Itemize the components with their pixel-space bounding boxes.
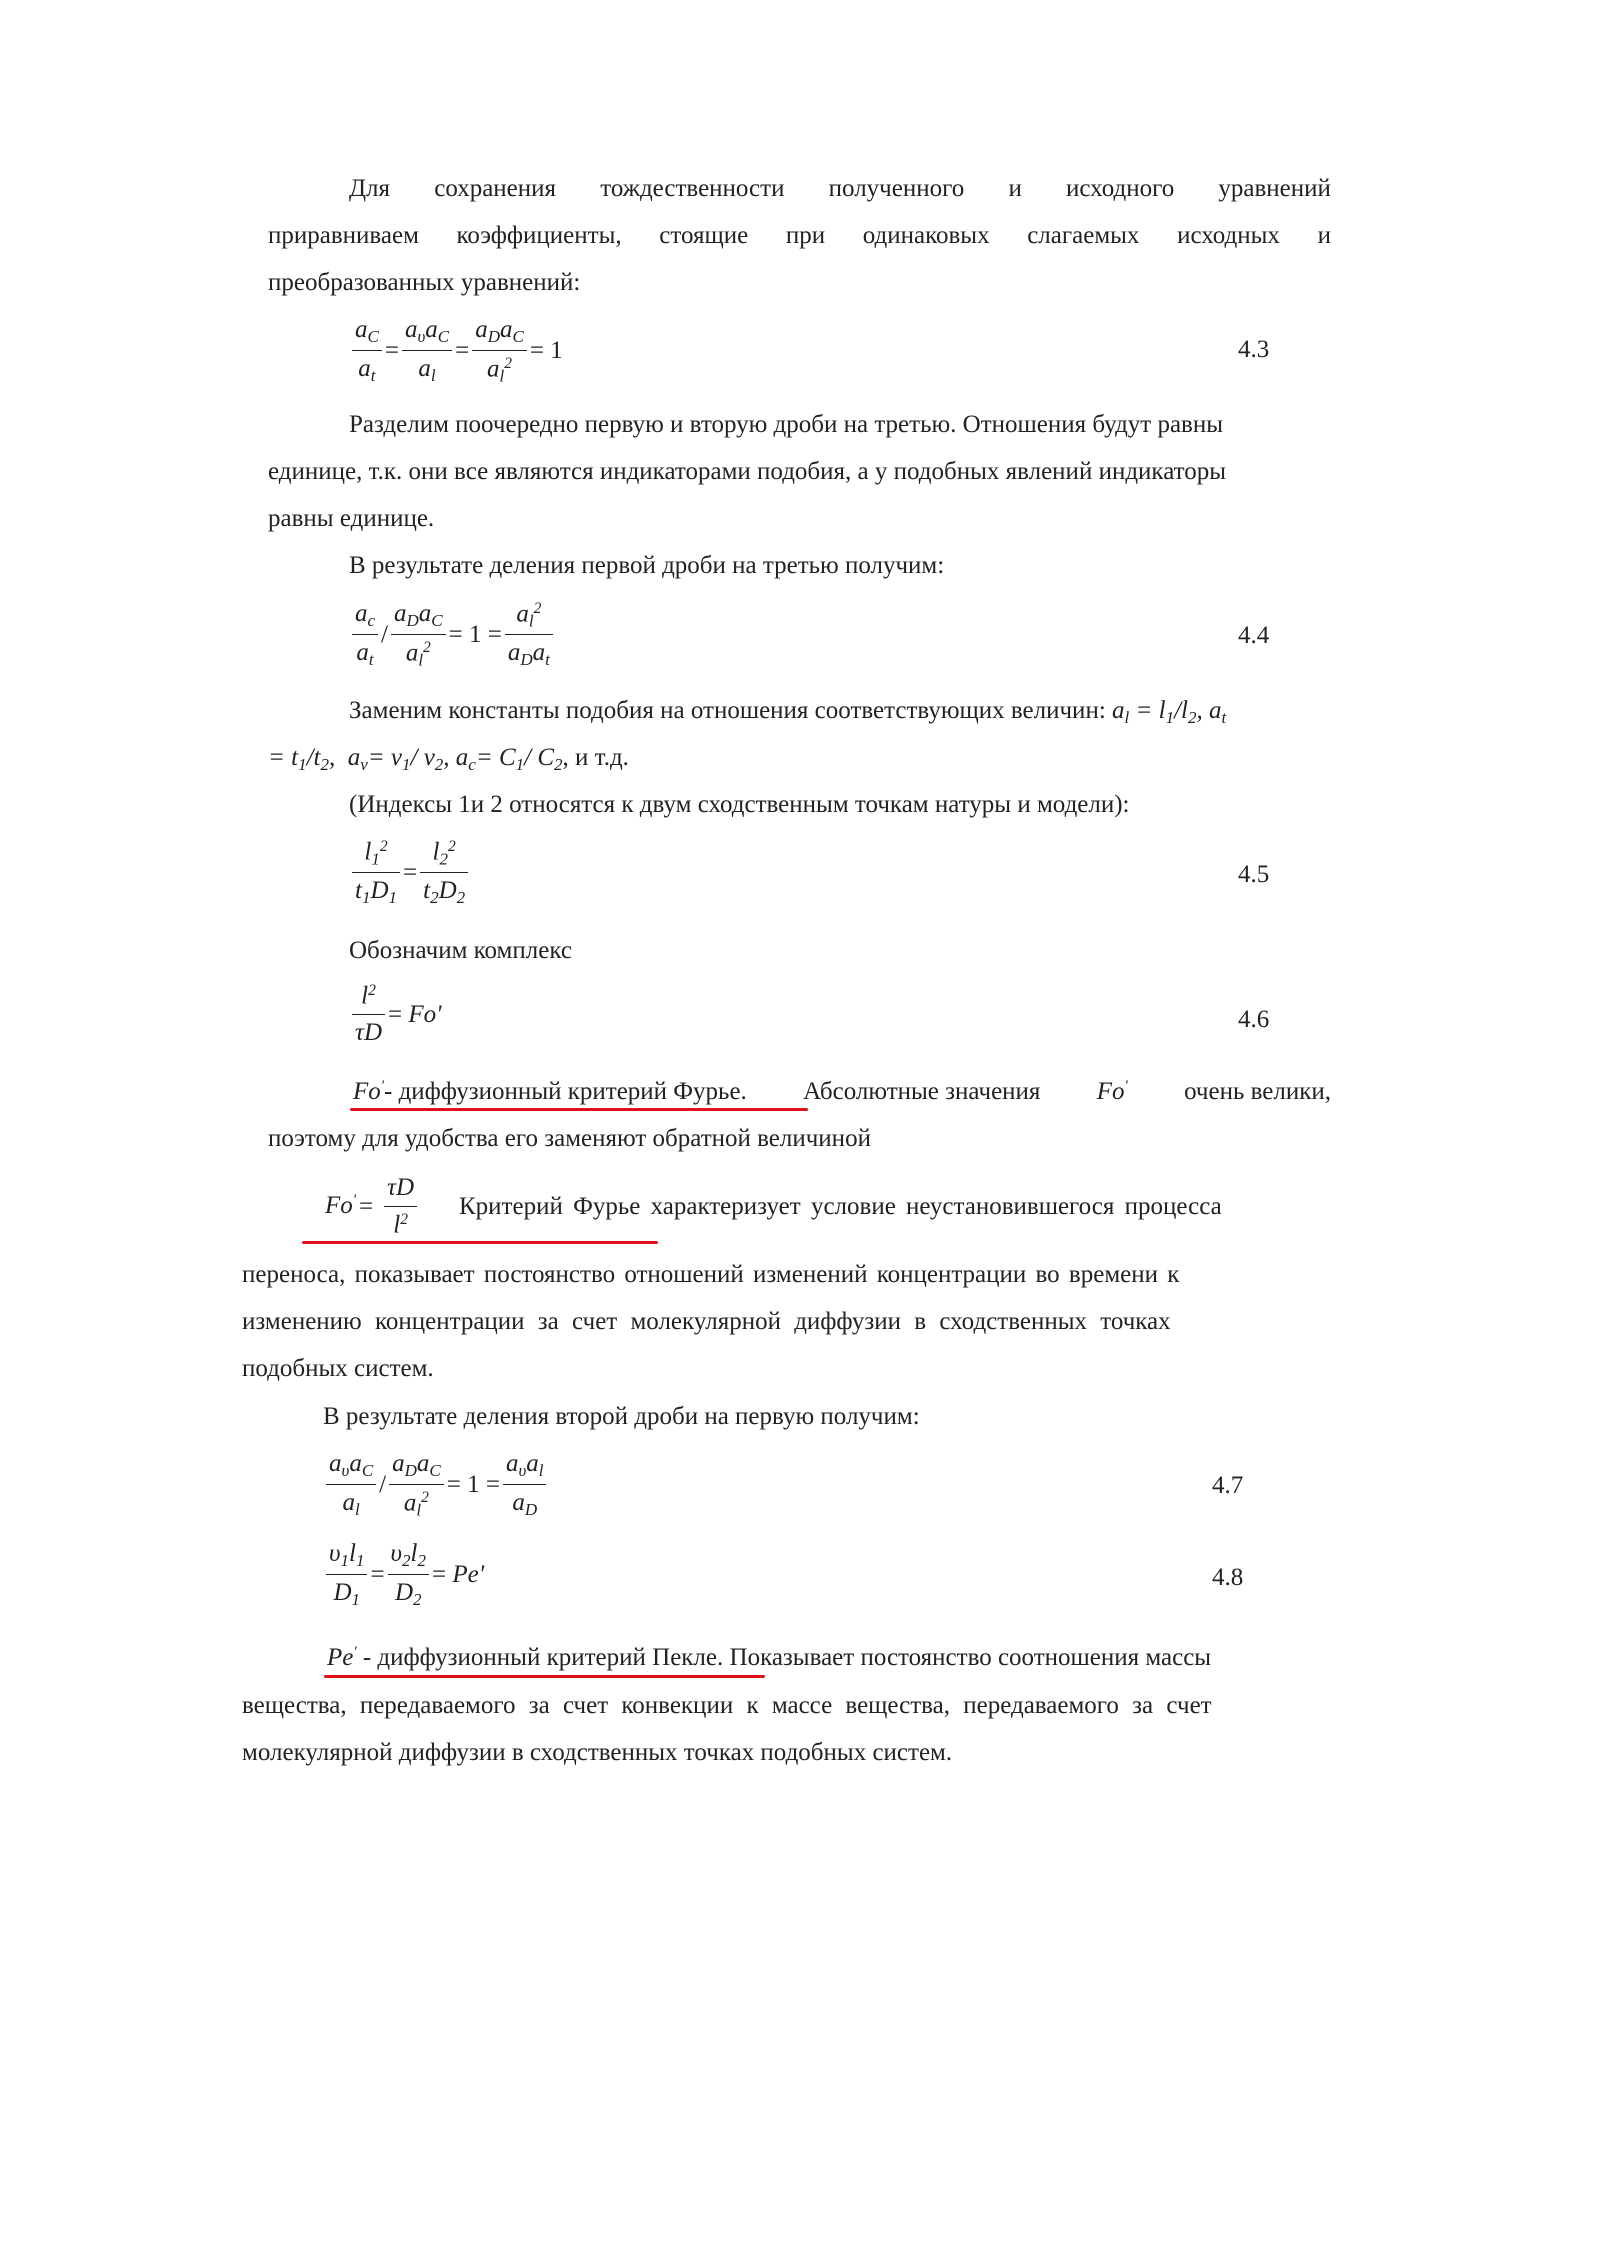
equation-4-8: $\frac{\upsilon_1l_1}{D_1}$ = $\frac{\upsilon_2l_2}{D_2}$ = Pe' [326,1540,487,1609]
p7-line2: поэтому для удобства его заменяют обратной величиной [268,1125,871,1152]
p8-line4: подобных систем. [242,1355,434,1382]
fourier-term: Fo [353,1078,381,1105]
p1-line2: приравниваем коэффициенты, стоящие при одинаковых слагаемых исходных и [268,222,1331,249]
fourier-definition-underline [350,1108,808,1111]
p4-line2: = $t_1/t_2$, $a_v= v_1/$ $v_2$, $a_c= C_1/$ $C_2$, и т.д. [268,744,629,775]
peclet-definition-underline [324,1675,765,1678]
equation-number-4-3: 4.3 [1238,336,1270,363]
p1-line1: Для сохранения тождественности полученного и исходного уравнений [349,175,1331,202]
p10-line2: вещества, передаваемого за счет конвекции к массе вещества, передаваемого за счет [242,1692,1212,1719]
fourier-term-definition: - диффузионный критерий Фурье. [384,1078,747,1105]
p10-line3: молекулярной диффузии в сходственных точках подобных систем. [242,1739,953,1766]
equation-number-4-4: 4.4 [1238,622,1270,649]
equation-4-3: $\frac{a_C}{a_t}$ = $\frac{a_\upsilon a_C}{a_l}$ = $\frac{a_Da_C}{a_l^2}$ = 1 [352,316,566,386]
p2-line2: единице, т.к. они все являются индикаторами подобия, а у подобных явлений индикаторы [268,458,1227,485]
p3-line1: В результате деления первой дроби на третью получим: [349,552,945,579]
p5-line1: (Индексы 1и 2 относятся к двум сходственным точкам натуры и модели): [349,791,1130,818]
p2-line3: равны единице. [268,505,435,532]
equation-4-5: $\frac{l_1^2}{t_1D_1}$ = $\frac{l_2^2}{t_2D_2}$ [352,838,468,908]
similarity-constants-continued: = $t_1/t_2$, $a_v= v_1/$ $v_2$, $a_c= C_1/$ $C_2$ [268,744,563,775]
p6-line1: Обозначим комплекс [349,937,572,964]
p4-line1: Заменим константы подобия на отношения соответствующих величин: $a_l = l_1/l_2$, $a_t$ [349,697,1227,728]
p8-line1: Критерий Фурье характеризует условие неустановившегося процесса [459,1193,1222,1220]
peclet-term-definition: - диффузионный критерий Пекле. [356,1644,724,1671]
p10-line1: Pe' - диффузионный критерий Пекле. Показывает постоянство соотношения массы [327,1644,1212,1671]
fourier-inverse-formula: Fo' = $\frac{\tau D}{l^2}$ [325,1174,417,1240]
equation-number-4-6: 4.6 [1238,1006,1270,1033]
p7-line1: Fo'- диффузионный критерий Фурье. Абсолютные значения Fo' очень велики, [353,1078,1331,1105]
fourier-formula-underline [302,1241,658,1244]
p9-line1: В результате деления второй дроби на первую получим: [323,1403,920,1430]
equation-number-4-8: 4.8 [1212,1564,1244,1591]
equation-4-4: $\frac{a_c}{a_t}$ / $\frac{a_Da_C}{a_l^2}$ = 1 = $\frac{a_l^2}{a_Da_t}$ [352,600,553,670]
p8-line2: переноса, показывает постоянство отношений изменений концентрации во времени к [242,1261,1180,1288]
equation-4-6: $\frac{l^2}{\tau D}$ = Fo' [352,982,445,1048]
peclet-term: Pe [327,1644,354,1671]
equation-4-7: $\frac{a_\upsilon a_C}{a_l}$ / $\frac{a_Da_C}{a_l^2}$ = 1 = $\frac{a_\upsilon a_l}{a_D}$ [326,1450,546,1520]
equation-number-4-5: 4.5 [1238,861,1270,888]
equation-number-4-7: 4.7 [1212,1472,1244,1499]
similarity-constants-definition: $a_l = l_1/l_2$, $a_t$ [1112,697,1227,728]
p2-line1: Разделим поочередно первую и вторую дроби на третью. Отношения будут равны [349,411,1224,438]
p1-line3: преобразованных уравнений: [268,269,581,296]
p8-line3: изменению концентрации за счет молекулярной диффузии в сходственных точках [242,1308,1171,1335]
